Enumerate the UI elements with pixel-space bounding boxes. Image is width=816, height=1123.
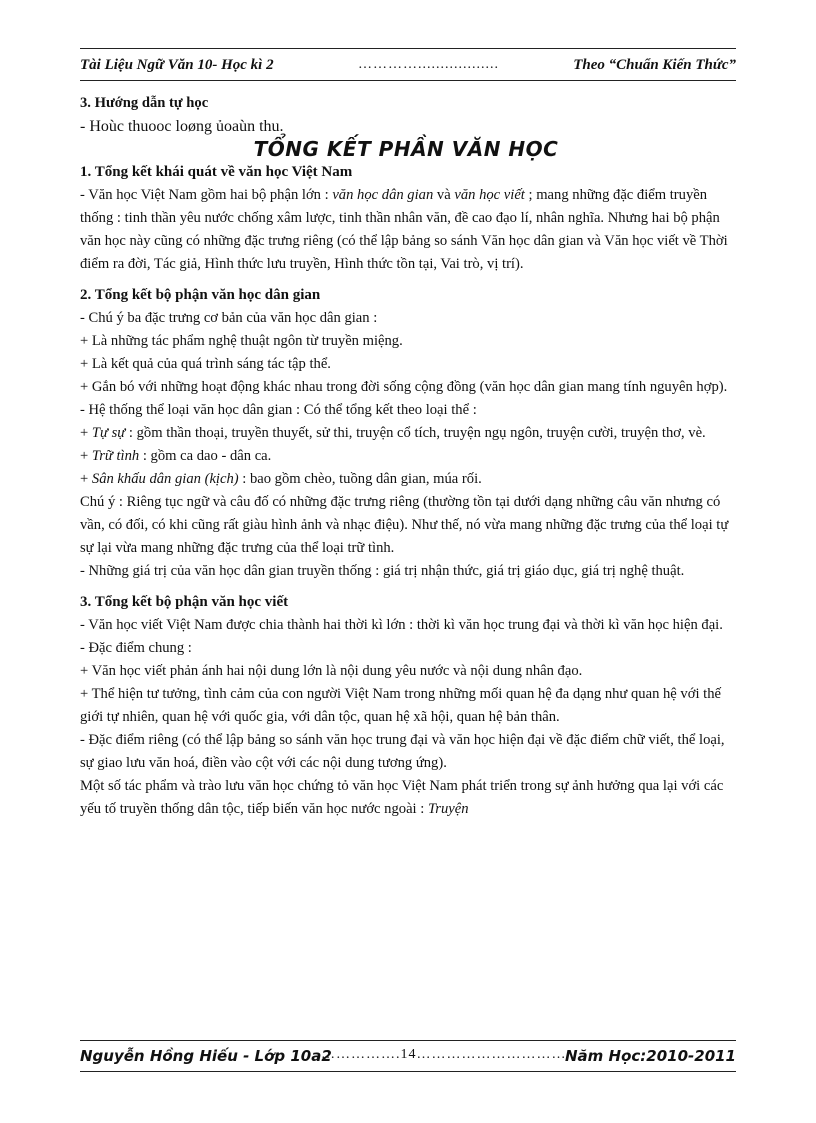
footer-bottom-rule bbox=[80, 1071, 736, 1072]
s3-line-4: + Thể hiện tư tưởng, tình cảm của con người Việt Nam trong những mối quan hệ đa dạng như quan hệ với thế giới tự nhiên, quan hệ với quốc gia, với dân tộc, quan hệ xã hội, quan hệ bản thân. bbox=[80, 686, 721, 725]
header-standard: Theo “Chuẩn Kiến Thức” bbox=[573, 57, 736, 73]
guide-heading: 3. Hướng dẫn tự học bbox=[80, 95, 209, 111]
s3-line-6: Một số tác phẩm và trào lưu văn học chứng tỏ văn học Việt Nam phát triển trong sự ảnh hưởng qua lại với các yếu tố truyền thống dân tộc, tiếp biến văn học nước ngoài : Truyện bbox=[80, 778, 724, 817]
footer-school-year: Năm Học:2010-2011 bbox=[565, 1047, 736, 1065]
s2-line-8: + Sân khấu dân gian (kịch) : bao gồm chèo, tuồng dân gian, múa rối. bbox=[80, 471, 482, 487]
header-doc-title: Tài Liệu Ngữ Văn 10- Học kì 2 bbox=[80, 57, 274, 73]
header-top-rule bbox=[80, 48, 736, 49]
s2-line-9: Chú ý : Riêng tục ngữ và câu đố có những đặc trưng riêng (thường tồn tại dưới dạng những câu văn nhưng có vần, có đối, có khi cũng rất giàu hình ảnh và nhạc điệu). Như thế, nó vừa mang những đặc trưng của thể loại tự sự lại vừa mang những đặc trưng của thể loại trữ tình. bbox=[80, 494, 729, 556]
s2-line-2: + Là những tác phẩm nghệ thuật ngôn từ truyền miệng. bbox=[80, 333, 403, 349]
s3-line-1: - Văn học viết Việt Nam được chia thành hai thời kì lớn : thời kì văn học trung đại và thời kì văn học hiện đại. bbox=[80, 617, 723, 633]
footer-top-rule bbox=[80, 1040, 736, 1041]
footer-page-number: ……………….14………………………… bbox=[306, 1047, 567, 1062]
footer-author: Nguyễn Hồng Hiếu - Lớp 10a2 bbox=[80, 1047, 332, 1065]
section-1-paragraph: - Văn học Việt Nam gồm hai bộ phận lớn : văn học dân gian và văn học viết ; mang những đặc điểm truyền thống : tinh thần yêu nước chống xâm lược, tinh thần nhân văn, đề cao đạo lí, nhân nghĩa. Nhưng hai bộ phận văn học này cũng có những đặc trưng riêng (có thể lập bảng so sánh Văn học dân gian và Văn học viết về Thời điểm ra đời, Tác giả, Hình thức lưu truyền, Hình thức tồn tại, Vai trò, vị trí). bbox=[80, 187, 728, 272]
s3-line-2: - Đặc điểm chung : bbox=[80, 640, 192, 656]
s2-line-7: + Trữ tình : gồm ca dao - dân ca. bbox=[80, 448, 272, 464]
s2-line-3: + Là kết quả của quá trình sáng tác tập thể. bbox=[80, 356, 331, 372]
guide-line: - Hoùc thuooc loøng ủoaùn thu. bbox=[80, 118, 284, 135]
s2-line-4: + Gắn bó với những hoạt động khác nhau trong đời sống cộng đồng (văn học dân gian mang tính nguyên hợp). bbox=[80, 379, 728, 395]
section-1-heading: 1. Tổng kết khái quát về văn học Việt Nam bbox=[80, 164, 353, 180]
section-3-heading: 3. Tổng kết bộ phận văn học viết bbox=[80, 594, 289, 610]
s2-line-5: - Hệ thống thể loại văn học dân gian : Có thể tổng kết theo loại thể : bbox=[80, 402, 477, 418]
header-dots: ………….................. bbox=[358, 57, 499, 72]
page-title: TỔNG KẾT PHẦN VĂN HỌC bbox=[253, 137, 559, 161]
s2-line-1: - Chú ý ba đặc trưng cơ bản của văn học dân gian : bbox=[80, 310, 378, 326]
s2-line-6: + Tự sự : gồm thần thoại, truyền thuyết, sử thi, truyện cổ tích, truyện ngụ ngôn, truyện cười, truyện thơ, vè. bbox=[80, 425, 706, 441]
s3-line-3: + Văn học viết phản ánh hai nội dung lớn là nội dung yêu nước và nội dung nhân đạo. bbox=[80, 663, 583, 679]
s2-line-10: - Những giá trị của văn học dân gian truyền thống : giá trị nhận thức, giá trị giáo dục, giá trị nghệ thuật. bbox=[80, 563, 685, 579]
s3-line-5: - Đặc điểm riêng (có thể lập bảng so sánh văn học trung đại và văn học hiện đại về đặc điểm chữ viết, thể loại, sự giao lưu văn hoá, điền vào cột với các nội dung tương ứng). bbox=[80, 732, 725, 771]
header-bottom-rule bbox=[80, 80, 736, 81]
page-content bbox=[80, 92, 732, 821]
section-2-heading: 2. Tổng kết bộ phận văn học dân gian bbox=[80, 287, 321, 303]
page-footer bbox=[80, 1040, 736, 1074]
page-header bbox=[80, 48, 736, 84]
